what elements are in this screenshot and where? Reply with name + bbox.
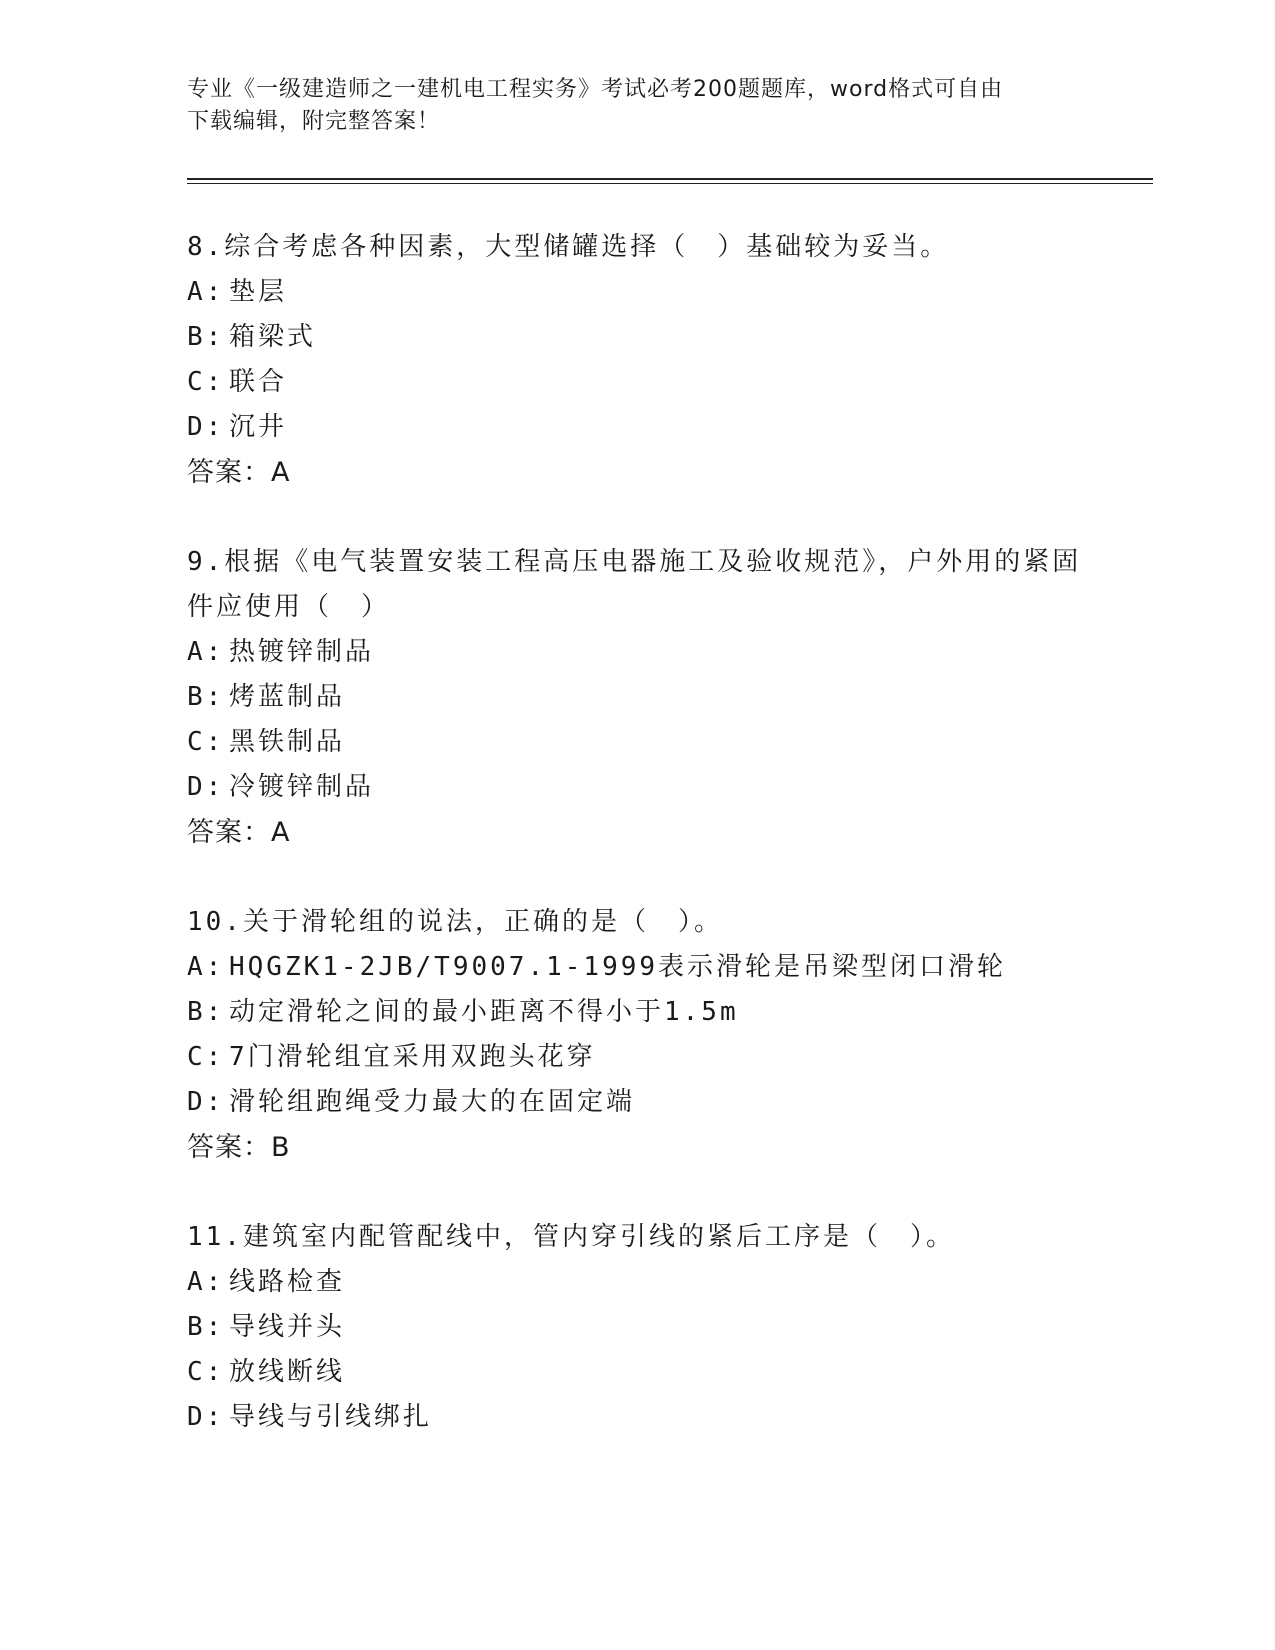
option-c [187, 1350, 1087, 1395]
option-a [187, 270, 1087, 315]
option-text: 导线并头 [229, 1312, 346, 1342]
option-a [187, 945, 1087, 990]
option-c [187, 1035, 1087, 1080]
document-header [187, 74, 1087, 138]
question-11 [187, 1215, 1087, 1440]
option-key: D: [187, 412, 225, 442]
option-key: D: [187, 772, 225, 802]
option-key: A: [187, 277, 225, 307]
option-key: A: [187, 637, 225, 667]
question-8 [187, 225, 1087, 495]
question-9 [187, 540, 1087, 855]
question-10 [187, 900, 1087, 1170]
option-d [187, 765, 1087, 810]
header-divider [187, 178, 1153, 180]
option-text: 导线与引线绑扎 [229, 1402, 433, 1432]
option-text: 箱梁式 [229, 322, 317, 352]
option-key: A: [187, 1267, 225, 1297]
option-key: D: [187, 1087, 225, 1117]
option-b [187, 675, 1087, 720]
option-key: C: [187, 1042, 225, 1072]
option-text: HQGZK1-2JB/T9007.1-1999表示滑轮是吊梁型闭口滑轮 [229, 952, 1007, 982]
option-a [187, 630, 1087, 675]
option-text: 垫层 [229, 277, 288, 307]
option-key: C: [187, 367, 225, 397]
option-text: 联合 [229, 367, 288, 397]
option-key: D: [187, 1402, 225, 1432]
option-text: 线路检查 [229, 1267, 346, 1297]
option-text: 热镀锌制品 [229, 637, 375, 667]
question-stem: 9.根据《电气装置安装工程高压电器施工及验收规范》，户外用的紧固件应使用（ ） [187, 547, 1082, 622]
option-b [187, 990, 1087, 1035]
option-d [187, 1395, 1087, 1440]
question-stem: 10.关于滑轮组的说法，正确的是（ ）。 [187, 907, 723, 937]
option-text: 滑轮组跑绳受力最大的在固定端 [229, 1087, 636, 1117]
option-key: B: [187, 1312, 225, 1342]
option-key: B: [187, 997, 225, 1027]
answer: 答案：B [187, 1132, 291, 1163]
option-b [187, 315, 1087, 360]
option-text: 冷镀锌制品 [229, 772, 375, 802]
option-d [187, 405, 1087, 450]
option-text: 烤蓝制品 [229, 682, 346, 712]
option-c [187, 360, 1087, 405]
option-d [187, 1080, 1087, 1125]
option-a [187, 1260, 1087, 1305]
option-text: 沉井 [229, 412, 288, 442]
option-key: C: [187, 1357, 225, 1387]
answer: 答案：A [187, 457, 291, 488]
header-divider-thin [187, 183, 1153, 184]
question-stem: 11.建筑室内配管配线中，管内穿引线的紧后工序是（ ）。 [187, 1222, 955, 1252]
option-key: B: [187, 322, 225, 352]
option-key: C: [187, 727, 225, 757]
header-line-2: 下载编辑，附完整答案！ [187, 109, 441, 134]
option-text: 放线断线 [229, 1357, 346, 1387]
answer: 答案：A [187, 817, 291, 848]
option-text: 黑铁制品 [229, 727, 346, 757]
option-b [187, 1305, 1087, 1350]
question-stem: 8.综合考虑各种因素，大型储罐选择（ ）基础较为妥当。 [187, 232, 950, 262]
header-line-1: 专业《一级建造师之一建机电工程实务》考试必考200题题库，word格式可自由 [187, 77, 1004, 102]
option-key: B: [187, 682, 225, 712]
option-key: A: [187, 952, 225, 982]
option-c [187, 720, 1087, 765]
option-text: 动定滑轮之间的最小距离不得小于1.5m [229, 997, 739, 1027]
option-text: 7门滑轮组宜采用双跑头花穿 [229, 1042, 596, 1072]
